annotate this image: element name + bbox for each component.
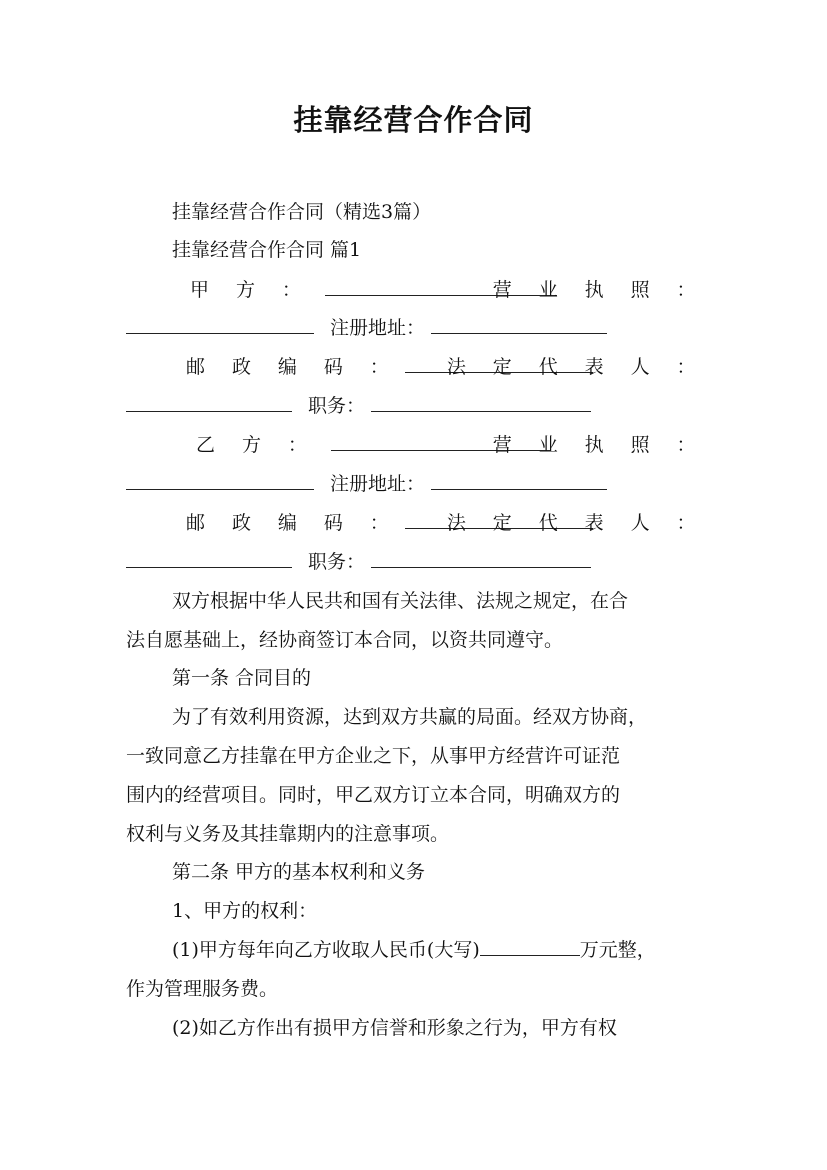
party-a-rep-label: 法 定 代 表 人 ： — [446, 356, 706, 378]
fee-amount-blank[interactable] — [480, 938, 580, 956]
party-b-position-blank[interactable] — [371, 550, 591, 568]
party-a-row-4 — [126, 394, 706, 418]
intro-line-1: 双方根据中华人民共和国有关法律、法规之规定，在合 — [172, 590, 629, 612]
party-a-license-label: 营 业 执 照 ： — [492, 279, 706, 301]
article-1-line-3: 围内的经营项目。同时，甲乙双方订立本合同，明确双方的 — [126, 784, 621, 806]
party-b-rep-label: 法 定 代 表 人 ： — [446, 512, 706, 534]
party-a-postcode-label: 邮 政 编 码 ： — [186, 356, 400, 378]
party-b-address-label: 注册地址： — [330, 473, 426, 495]
party-a-address-blank[interactable] — [431, 316, 607, 334]
party-b-license-blank[interactable] — [126, 472, 314, 490]
article-1-line-4: 权利与义务及其挂靠期内的注意事项。 — [126, 823, 450, 845]
party-b-postcode-label: 邮 政 编 码 ： — [186, 512, 400, 534]
rights-title: 1、甲方的权利： — [172, 900, 318, 922]
document-title: 挂靠经营合作合同 — [293, 103, 534, 137]
article-1-line-1: 为了有效利用资源，达到双方共赢的局面。经双方协商， — [172, 706, 648, 728]
party-a-position-label: 职务： — [308, 395, 366, 417]
right-1-line-2: 作为管理服务费。 — [126, 978, 279, 1000]
party-a-position-blank[interactable] — [371, 394, 591, 412]
party-a-row-1 — [190, 278, 706, 302]
right-2-line-1: (2)如乙方作出有损甲方信誉和形象之行为，甲方有权 — [172, 1017, 617, 1039]
party-a-name-label: 甲 方 ： — [190, 279, 312, 301]
party-a-row-2 — [126, 316, 706, 340]
right-1-line-1 — [172, 938, 706, 962]
intro-line-2: 法自愿基础上，经协商签订本合同，以资共同遵守。 — [126, 629, 564, 651]
article-1-title: 第一条 合同目的 — [172, 667, 312, 689]
party-a-rep-blank[interactable] — [126, 394, 292, 412]
party-a-row-3 — [186, 355, 706, 379]
article-2-title: 第二条 甲方的基本权利和义务 — [172, 861, 426, 883]
party-a-address-label: 注册地址： — [330, 317, 426, 339]
party-a-license-blank[interactable] — [126, 316, 314, 334]
party-b-row-4 — [126, 550, 706, 574]
party-b-row-1 — [196, 433, 706, 457]
party-b-row-3 — [186, 511, 706, 535]
section-heading: 挂靠经营合作合同 篇1 — [172, 239, 362, 261]
right-1-prefix: (1)甲方每年向乙方收取人民币(大写) — [172, 939, 480, 961]
party-b-address-blank[interactable] — [431, 472, 607, 490]
party-b-position-label: 职务： — [308, 551, 366, 573]
party-b-rep-blank[interactable] — [126, 550, 292, 568]
right-1-suffix: 万元整， — [579, 939, 656, 961]
party-b-row-2 — [126, 472, 706, 496]
document-subtitle: 挂靠经营合作合同（精选3篇） — [172, 201, 432, 223]
article-1-line-2: 一致同意乙方挂靠在甲方企业之下，从事甲方经营许可证范 — [126, 745, 621, 767]
party-b-license-label: 营 业 执 照 ： — [492, 434, 706, 456]
party-b-name-label: 乙 方 ： — [196, 434, 318, 456]
